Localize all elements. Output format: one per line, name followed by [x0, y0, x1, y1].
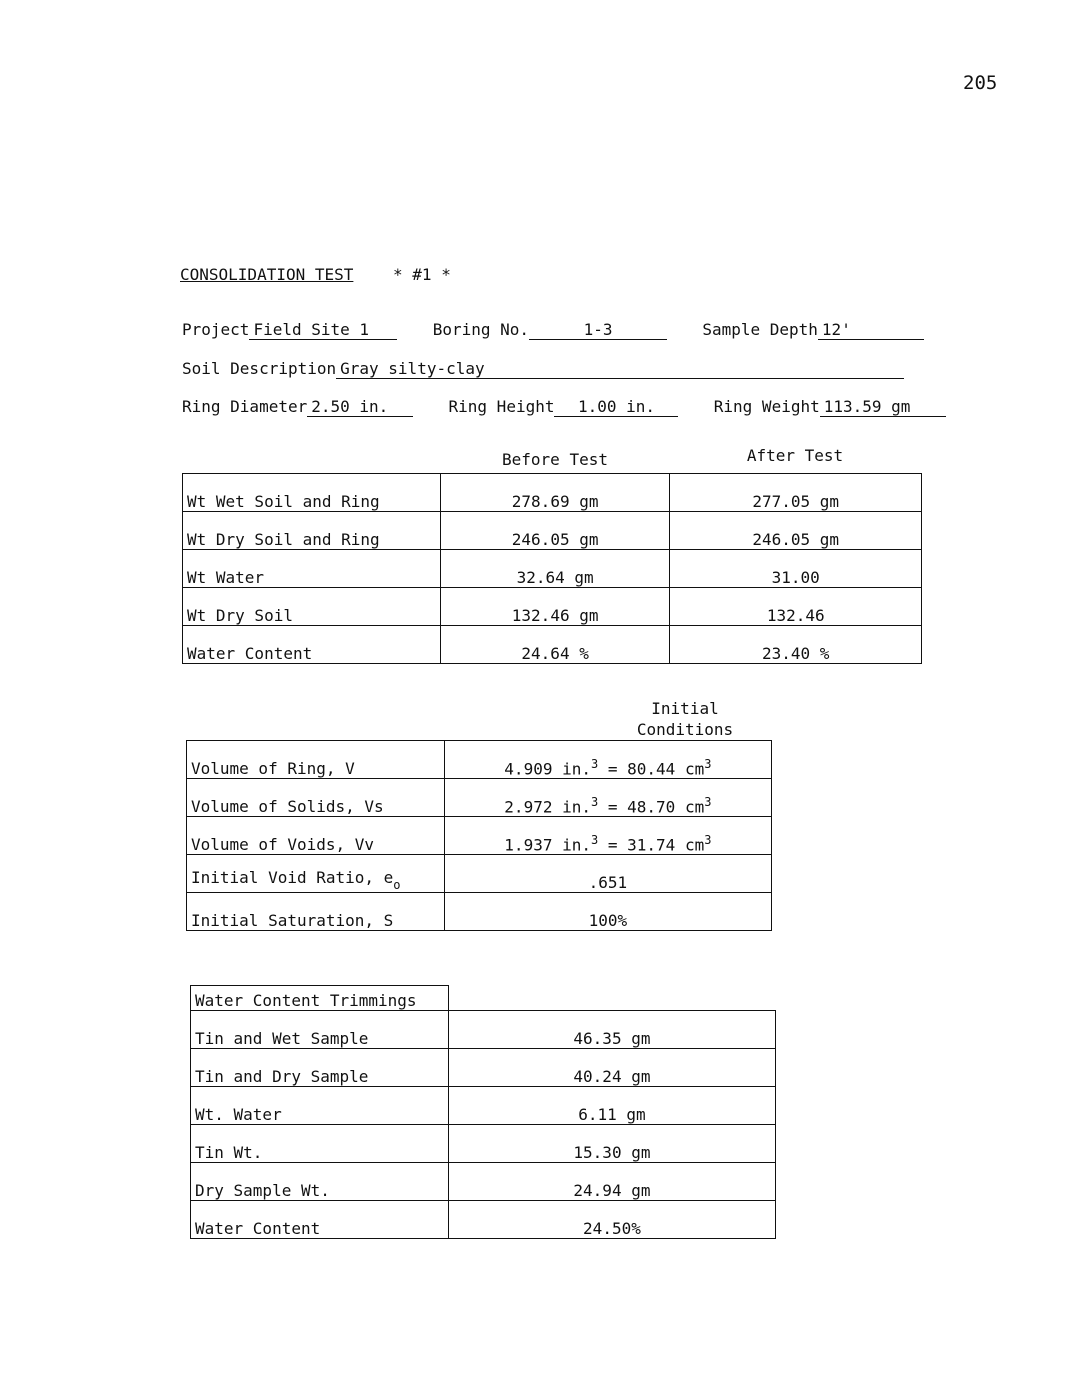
- table-row: [191, 1125, 776, 1163]
- row-value: 40.24 gm: [448, 1049, 775, 1087]
- initial-conditions-table: [186, 740, 772, 931]
- row-label: Tin and Wet Sample: [191, 1011, 449, 1049]
- table-row: [183, 550, 922, 588]
- row-label: Water Content: [191, 1201, 449, 1239]
- ring-line: [182, 397, 946, 417]
- initial-header-line1: Initial: [651, 699, 719, 718]
- table-row: [187, 893, 772, 931]
- boring-label: Boring No.: [432, 320, 530, 339]
- after-value: 23.40 %: [670, 626, 922, 664]
- table-row: [183, 626, 922, 664]
- initial-header-line2: Conditions: [636, 720, 734, 739]
- after-value: 277.05 gm: [670, 474, 922, 512]
- before-test-header: Before Test: [502, 450, 608, 469]
- table-row: [187, 855, 772, 893]
- row-value: 15.30 gm: [448, 1125, 775, 1163]
- ring-diameter-value: 2.50 in.: [307, 398, 413, 417]
- after-value: 31.00: [670, 550, 922, 588]
- project-line: [182, 320, 924, 340]
- row-label: Wt Dry Soil and Ring: [183, 512, 441, 550]
- before-value: 32.64 gm: [440, 550, 670, 588]
- void-ratio-label: Initial Void Ratio, $e_o$: [187, 855, 445, 893]
- void-ratio-value: .651: [444, 855, 771, 893]
- page-number: 205: [963, 72, 998, 94]
- row-label: Volume of Voids, Vv: [187, 817, 445, 855]
- title-text: CONSOLIDATION TEST: [180, 265, 354, 284]
- table-row: [183, 588, 922, 626]
- row-value: 24.94 gm: [448, 1163, 775, 1201]
- ring-weight-label: Ring Weight: [713, 397, 820, 416]
- row-label: Tin and Dry Sample: [191, 1049, 449, 1087]
- sample-depth-value: 12': [818, 321, 924, 340]
- table-row: [191, 1201, 776, 1239]
- saturation-value: 100%: [444, 893, 771, 931]
- ring-diameter-label: Ring Diameter: [182, 397, 308, 416]
- volume-value: 1.937 in.$^3$ = 31.74 $cm^3$: [444, 817, 771, 855]
- document-title: [180, 265, 451, 284]
- soil-description-label: Soil Description: [182, 359, 337, 378]
- table-row: [183, 512, 922, 550]
- row-value: 24.50%: [448, 1201, 775, 1239]
- volume-value: 2.972 in.$^3$ = 48.70 $cm^3$: [444, 779, 771, 817]
- trimmings-header: Water Content Trimmings: [191, 986, 449, 1011]
- table-row: [183, 474, 922, 512]
- row-label: Wt. Water: [191, 1087, 449, 1125]
- ring-height-value: 1.00 in.: [554, 398, 678, 417]
- row-label: Volume of Solids, Vs: [187, 779, 445, 817]
- soil-description-value: Gray silty-clay: [336, 360, 904, 379]
- row-label: Tin Wt.: [191, 1125, 449, 1163]
- table-row: [191, 1087, 776, 1125]
- after-value: 132.46: [670, 588, 922, 626]
- table-row: [191, 1011, 776, 1049]
- before-value: 246.05 gm: [440, 512, 670, 550]
- row-label: Wt Dry Soil: [183, 588, 441, 626]
- row-label: Dry Sample Wt.: [191, 1163, 449, 1201]
- table-row: [191, 986, 776, 1011]
- table-row: [187, 779, 772, 817]
- row-label: Wt Water: [183, 550, 441, 588]
- row-label: Wt Wet Soil and Ring: [183, 474, 441, 512]
- row-value: 6.11 gm: [448, 1087, 775, 1125]
- sample-depth-label: Sample Depth: [702, 320, 818, 339]
- trimmings-table: [190, 985, 776, 1239]
- ring-height-label: Ring Height: [448, 397, 555, 416]
- after-value: 246.05 gm: [670, 512, 922, 550]
- soil-description-line: [182, 359, 904, 379]
- initial-conditions-header: [600, 698, 770, 740]
- boring-value: 1-3: [529, 321, 667, 340]
- saturation-label: Initial Saturation, S: [187, 893, 445, 931]
- table-row: [187, 817, 772, 855]
- row-label: Water Content: [183, 626, 441, 664]
- before-value: 24.64 %: [440, 626, 670, 664]
- project-value: Field Site 1: [249, 321, 397, 340]
- row-value: 46.35 gm: [448, 1011, 775, 1049]
- ring-weight-value: 113.59 gm: [820, 398, 946, 417]
- row-label: Volume of Ring, V: [187, 741, 445, 779]
- volume-value: 4.909 in.$^3$ = 80.44 $cm^3$: [444, 741, 771, 779]
- weights-table: [182, 473, 922, 664]
- table-row: [187, 741, 772, 779]
- project-label: Project: [182, 320, 250, 339]
- before-value: 132.46 gm: [440, 588, 670, 626]
- before-value: 278.69 gm: [440, 474, 670, 512]
- test-number: * #1 *: [393, 265, 451, 284]
- table-row: [191, 1049, 776, 1087]
- after-test-header: After Test: [746, 446, 844, 465]
- table-row: [191, 1163, 776, 1201]
